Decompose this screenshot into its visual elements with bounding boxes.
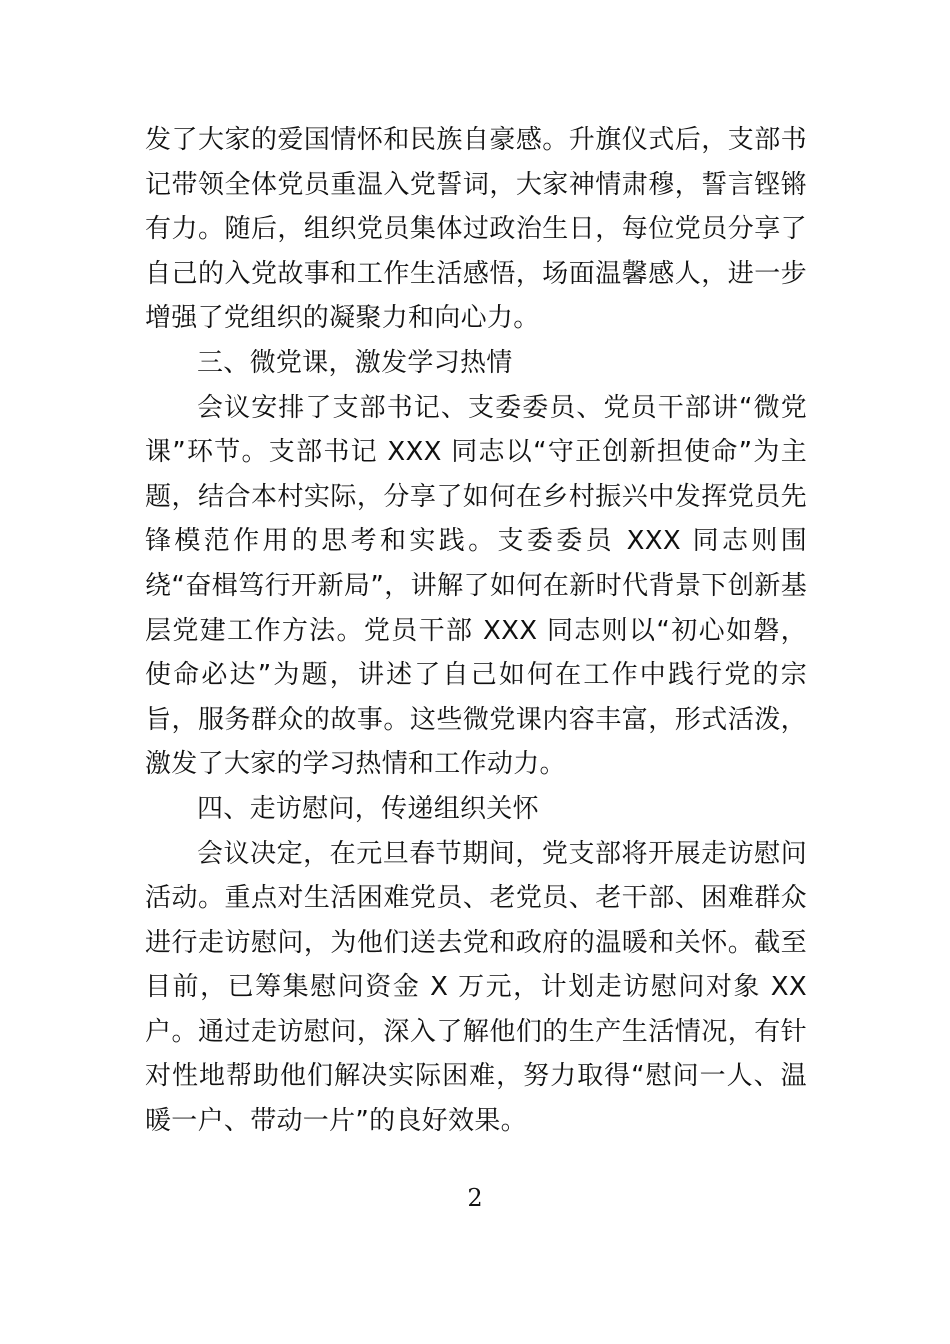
section-heading-3: 三、微党课，激发学习热情 bbox=[197, 347, 513, 378]
paragraph-micro-party-lessons: 会议安排了支部书记、支委委员、党员干部讲“微党课”环节。支部书记 XXX 同志以“守正创新担使命”为主题，结合本村实际，分享了如何在乡村振兴中发挥党员先锋模范作用的思考和实践。支委委员 XXX 同志则围绕“奋楫笃行开新局”，讲解了如何在新时代背景下创新基层党建工作方法。党员干部 XXX 同志则以“初心如磐，使命必达”为题，讲述了自己如何在工作中践行党的宗旨，服务群众的故事。这些微党课内容丰富，形式活泼，激发了大家的学习热情和工作动力。 bbox=[145, 392, 807, 780]
paragraph-continuation: 发了大家的爱国情怀和民族自豪感。升旗仪式后，支部书记带领全体党员重温入党誓词，大家神情肃穆，誓言铿锵有力。随后，组织党员集体过政治生日，每位党员分享了自己的入党故事和工作生活感悟，场面温馨感人，进一步增强了党组织的凝聚力和向心力。 bbox=[145, 125, 807, 334]
section-heading-4: 四、走访慰问，传递组织关怀 bbox=[197, 793, 539, 824]
document-body bbox=[145, 118, 807, 1144]
page-number: 2 bbox=[467, 1184, 483, 1212]
paragraph-visits: 会议决定，在元旦春节期间，党支部将开展走访慰问活动。重点对生活困难党员、老党员、老干部、困难群众进行走访慰问，为他们送去党和政府的温暖和关怀。截至目前，已筹集慰问资金 X 万元，计划走访慰问对象 XX 户。通过走访慰问，深入了解他们的生产生活情况，有针对性地帮助他们解决实际困难，努力取得“慰问一人、温暖一户、带动一片”的良好效果。 bbox=[145, 838, 807, 1137]
